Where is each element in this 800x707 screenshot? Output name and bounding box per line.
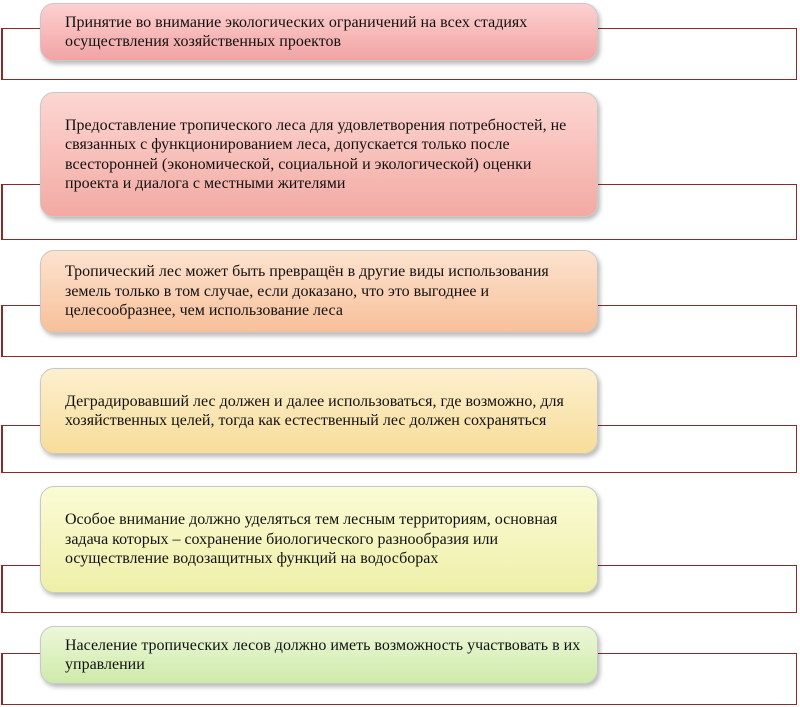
item-3-card [40, 250, 598, 333]
item-3-text: Тропический лес может быть превращён в другие виды использования земель только в том случае, если доказано, что это выгоднее и целесообразнее, чем использование леса [65, 263, 549, 320]
item-4-text: Деградировавший лес должен и далее использоваться, где возможно, для хозяйственных целей, тогда как естественный лес должен сохраняться [65, 392, 564, 429]
item-2-text: Предоставление тропического леса для удовлетворения потребностей, не связанных с функционированием леса, допускается только после всесторонней (экономической, социальной и экологической) оценки проекта и диалога с местными жителями [65, 116, 567, 192]
item-6-card [40, 626, 598, 684]
item-4-card [40, 368, 598, 454]
item-1-card [40, 3, 598, 61]
item-5-text: Особое внимание должно уделяться тем лесным территориям, основная задача которых – сохранение биологического разнообразия или осуществление водозащитных функций на водосборах [65, 511, 558, 568]
item-1-text: Принятие во внимание экологических ограничений на всех стадиях осуществления хозяйственных проектов [65, 13, 528, 50]
item-6-text: Население тропических лесов должно иметь возможность участвовать в их управлении [65, 636, 581, 673]
item-5-card [40, 486, 598, 593]
item-2-card [40, 92, 598, 217]
